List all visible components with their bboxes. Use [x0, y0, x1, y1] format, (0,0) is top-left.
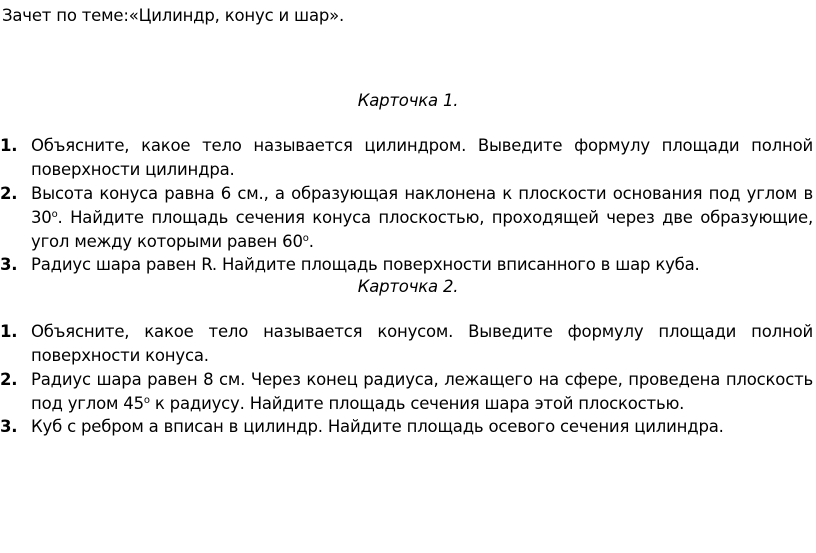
task-number: 1.	[0, 322, 18, 341]
card-1-task-3	[0, 253, 816, 277]
card-1-task-1	[0, 134, 816, 182]
degree-mark: о	[302, 233, 309, 244]
task-number: 3.	[0, 255, 18, 274]
task-text-part: .	[308, 232, 314, 251]
card-2-task-3	[0, 415, 816, 439]
task-text-part: Высота конуса равна 6 см., а образующая наклонена к плоскости основания под углом в 30	[31, 184, 813, 227]
task-text-part: Радиус шара равен 8 см. Через конец радиуса, лежащего на сфере, проведена плоскость под углом 45	[31, 370, 813, 413]
card-1-task-2	[0, 182, 816, 254]
task-text: Объясните, какое тело называется конусом. Выведите формулу площади полной поверхности конуса.	[31, 322, 813, 365]
task-number: 1.	[0, 136, 18, 155]
task-number: 3.	[0, 417, 18, 436]
degree-mark: о	[51, 209, 58, 220]
task-text: Радиус шара равен R. Найдите площадь поверхности вписанного в шар куба.	[31, 255, 700, 274]
document-title: Зачет по теме:«Цилиндр, конус и шар».	[2, 6, 345, 25]
task-number: 2.	[0, 184, 18, 203]
card-2-task-2	[0, 368, 816, 416]
task-number: 2.	[0, 370, 18, 389]
card-2-task-1	[0, 320, 816, 368]
degree-mark: о	[143, 395, 150, 406]
task-text: Куб с ребром а вписан в цилиндр. Найдите площадь осевого сечения цилиндра.	[31, 417, 724, 436]
task-text-part: к радиусу. Найдите площадь сечения шара этой плоскостью.	[149, 394, 685, 413]
task-text-part: . Найдите площадь сечения конуса плоскостью, проходящей через две образующие, угол между которыми равен 60	[31, 208, 813, 251]
card-2-title: Карточка 2.	[357, 277, 459, 296]
card-1-title: Карточка 1.	[357, 91, 459, 110]
task-text	[31, 182, 813, 254]
task-text: Объясните, какое тело называется цилиндром. Выведите формулу площади полной поверхности цилиндра.	[31, 136, 813, 179]
task-text	[31, 368, 813, 416]
